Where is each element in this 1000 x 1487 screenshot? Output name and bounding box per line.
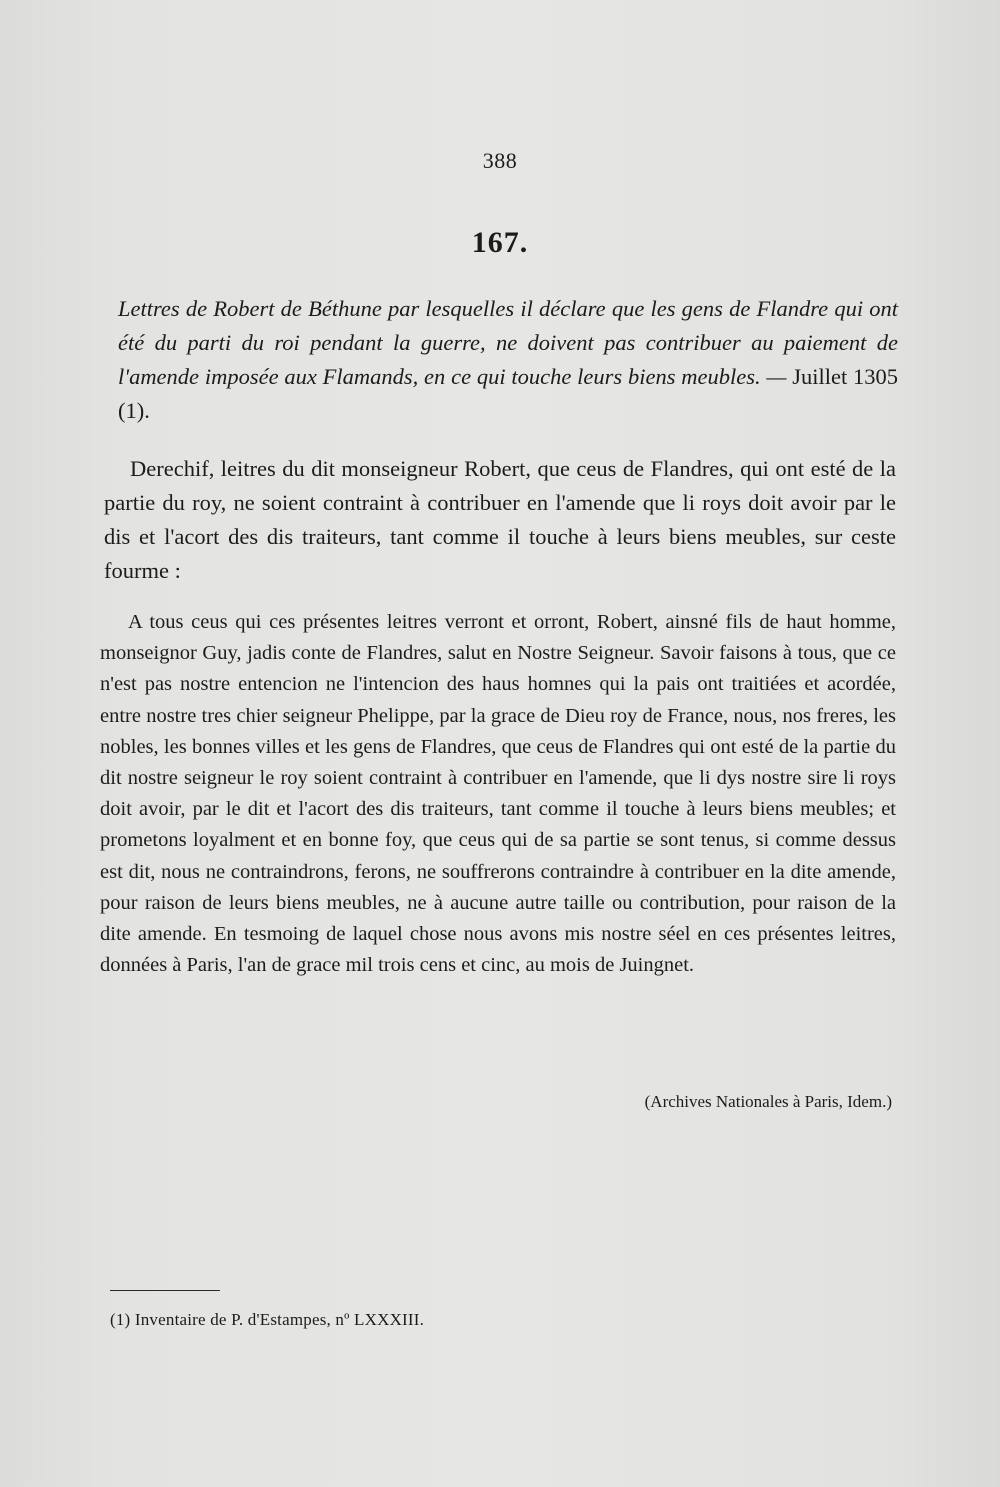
- footnote-divider: [110, 1290, 220, 1291]
- intro-paragraph: Derechif, leitres du dit monseigneur Robert, que ceus de Flandres, qui ont esté de la partie du roy, ne soient contraint à contribuer en l'amende que li roys doit avoir par le dis et l'acort des dis traiteurs, tant comme il touche à leurs biens meubles, sur ceste fourme :: [104, 456, 896, 583]
- summary-date: Juillet 1305 (1).: [118, 364, 898, 423]
- summary-text: Lettres de Robert de Béthune par lesquelles il déclare que les gens de Flandre qui ont été du parti du roi pendant la guerre, ne doivent pas contribuer au paiement de l'amende imposée aux Flamands, en ce qui touche leurs biens meubles. —: [118, 296, 898, 389]
- document-summary: [118, 292, 898, 428]
- footnote: (1) Inventaire de P. d'Estampes, nº LXXXIII.: [110, 1310, 425, 1329]
- charter-paragraph: A tous ceus qui ces présentes leitres verront et orront, Robert, ainsné fils de haut homme, monseignor Guy, jadis conte de Flandres, salut en Nostre Seigneur. Savoir faisons à tous, que ce n'est pas nostre entencion ne l'intencion des haus homnes qui la pais ont traitiées et acordée, entre nostre tres chier seigneur Phelippe, par la grace de Dieu roy de France, nous, nos freres, les nobles, les bonnes villes et les gens de Flandres, que ceus de Flandres qui ont esté de la partie du dit nostre seigneur le roy soient contraint à contribuer en l'amende, que li dys nostre sire li roys doit avoir, par le dit et l'acort des dis traiteurs, tant comme il touche à leurs biens meubles; et prometons loyalment et en bonne foy, que ceus qui de sa partie se sont tenus, si comme dessus est dit, nous ne contraindrons, ferons, ne souffrerons contraindre à contribuer en la dite amende, pour raison de leurs biens meubles, ne à aucune autre taille ou contribution, pour raison de la dite amende. En tesmoing de laquel chose nous avons mis nostre séel en ces présentes leitres, données à Paris, l'an de grace mil trois cens et cinc, au mois de Juingnet.: [100, 611, 896, 977]
- document-number: 167.: [471, 226, 529, 259]
- source-citation: (Archives Nationales à Paris, Idem.): [644, 1092, 892, 1111]
- page-number: 388: [482, 148, 518, 173]
